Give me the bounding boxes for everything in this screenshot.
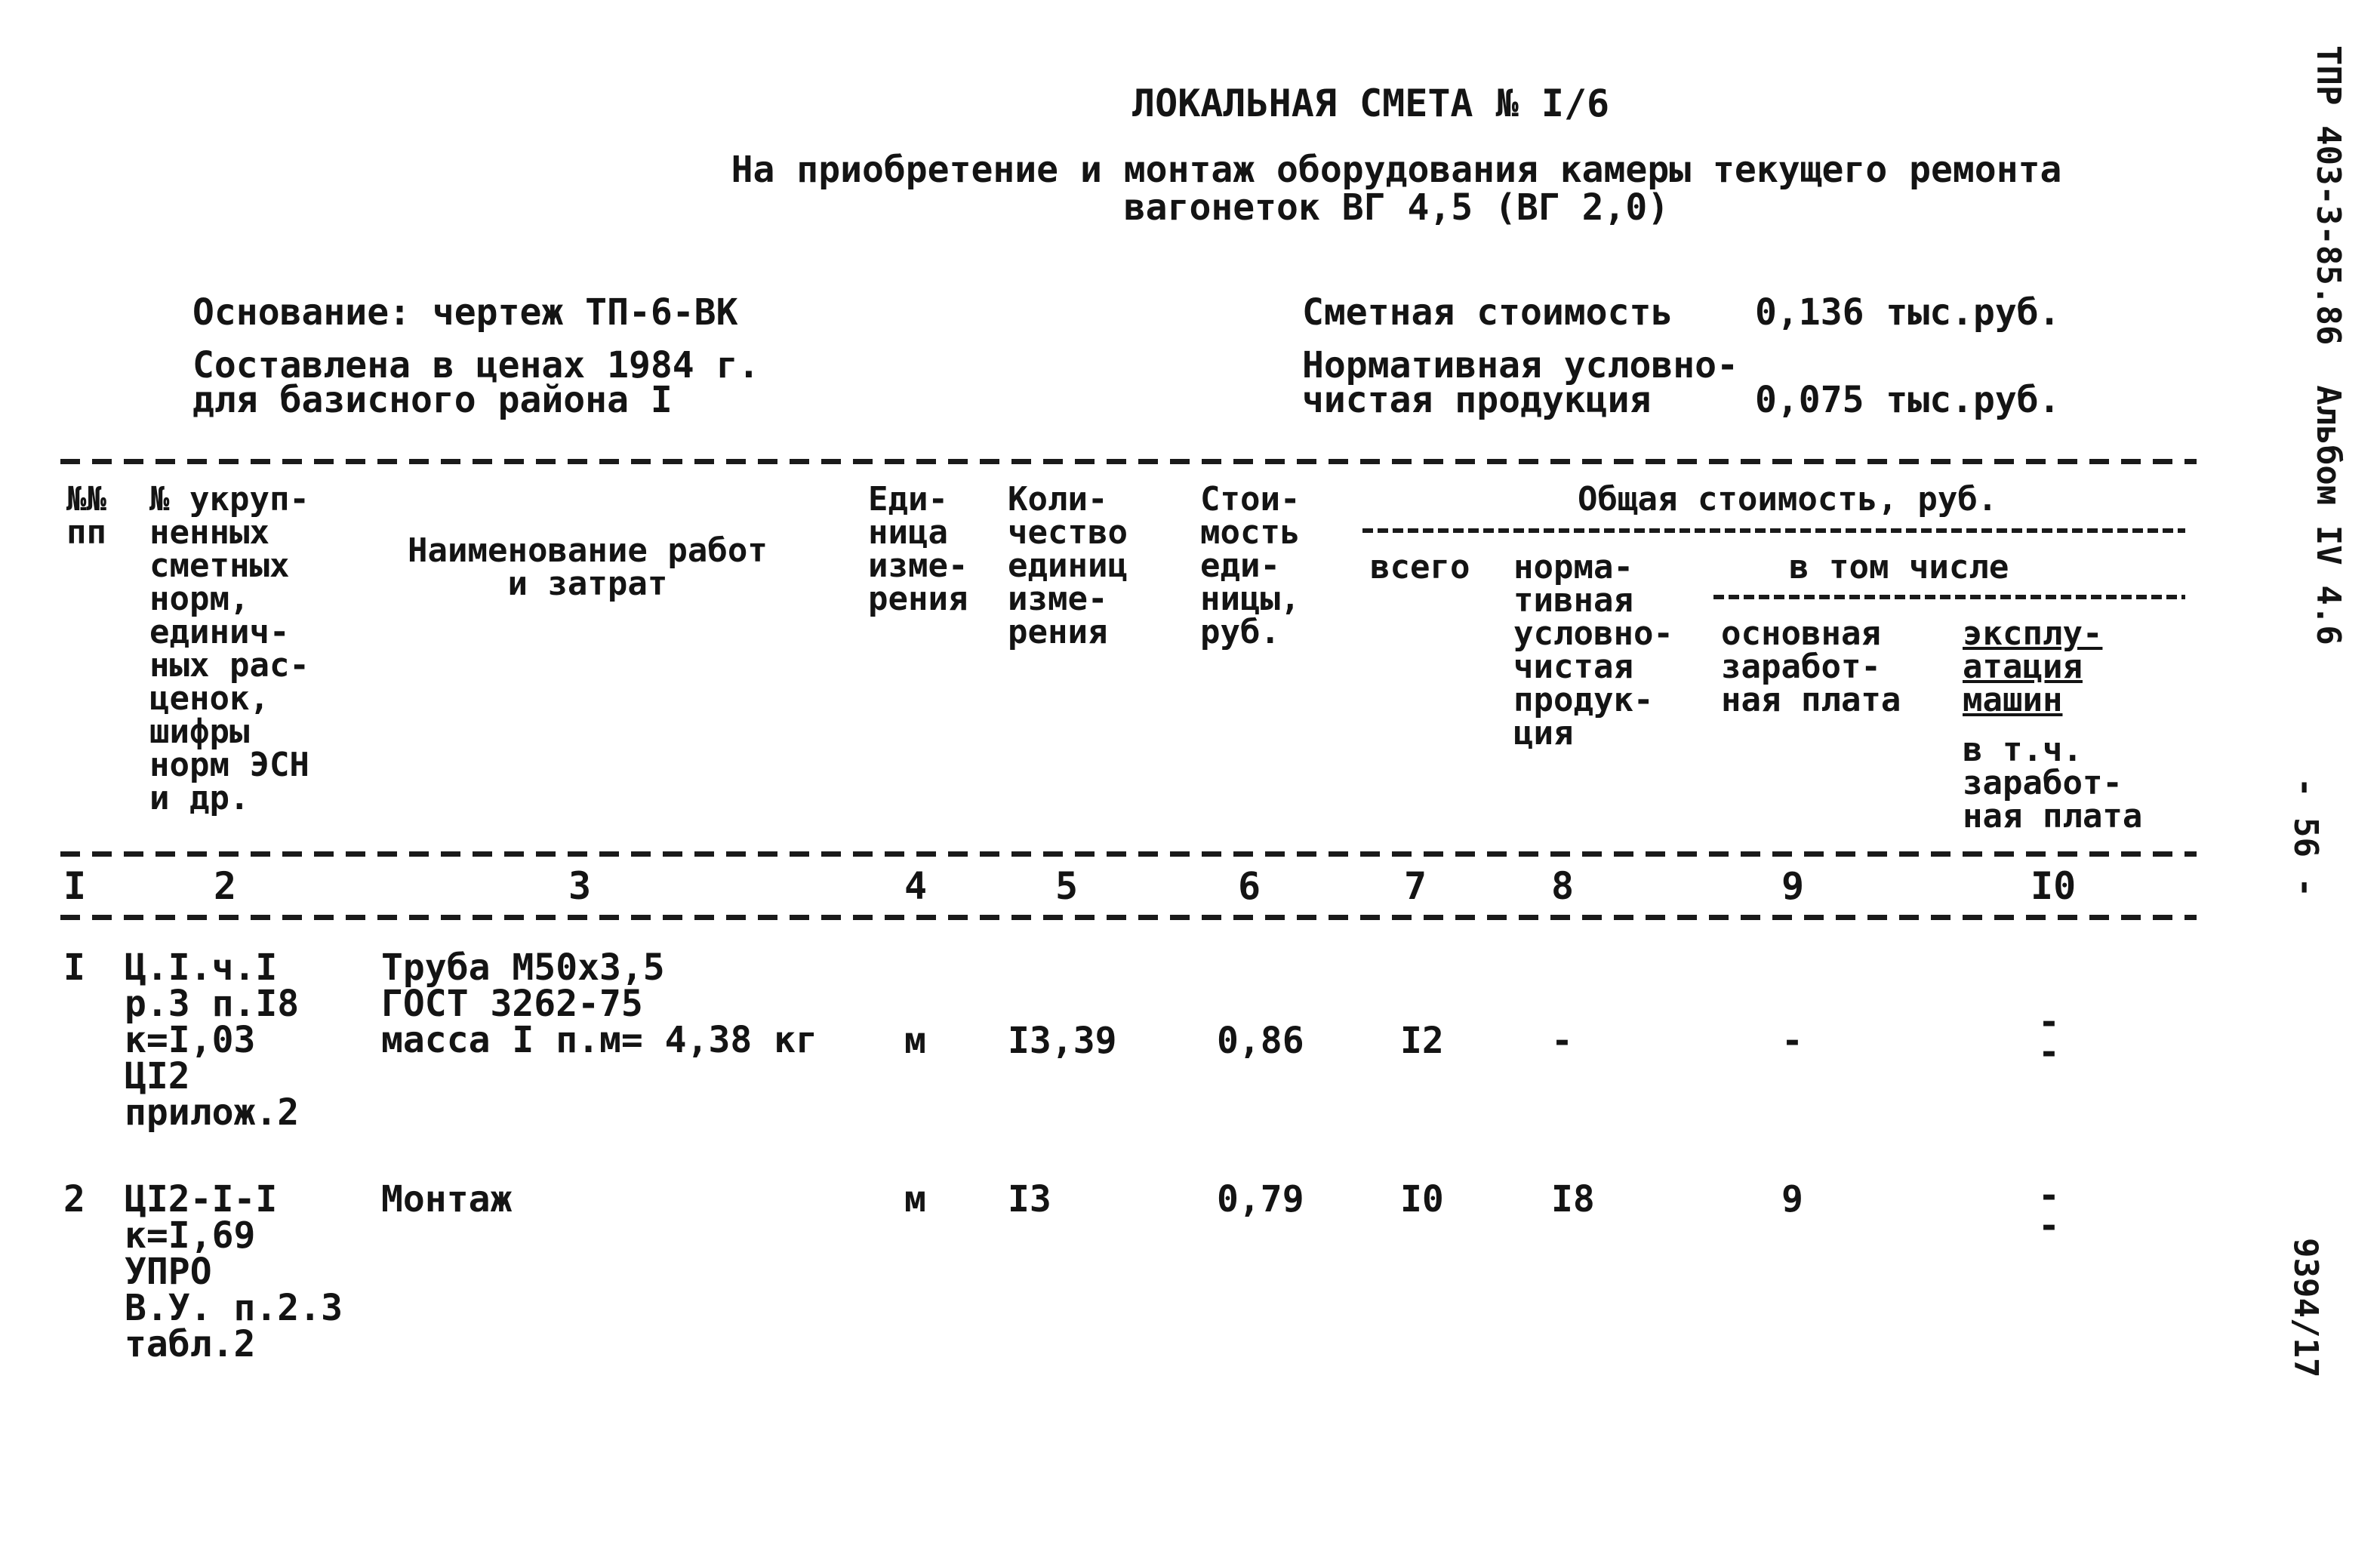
row-normative: - [1551, 1020, 1573, 1062]
header-total: всего [1370, 548, 1470, 586]
group-header-rule [1362, 528, 2185, 533]
header-including: в том числе [1789, 548, 2009, 586]
row-base-wage: 9 [1781, 1178, 1803, 1220]
row-machines-wage: - [2038, 1205, 2060, 1247]
row-unit-cost: 0,86 [1217, 1020, 1304, 1062]
row-work-name: Монтаж [381, 1178, 513, 1220]
row-total: I2 [1400, 1020, 1444, 1062]
row-total: I0 [1400, 1178, 1444, 1220]
side-page-number: - 56 - [2286, 777, 2325, 897]
incl-header-rule [1713, 595, 2185, 599]
row-quantity: I3,39 [1008, 1020, 1117, 1062]
column-number-6: 6 [1238, 864, 1261, 908]
row-machines: - [2038, 1174, 2060, 1217]
column-number-2: 2 [214, 864, 237, 908]
header-machines-wage: в т.ч. заработ- ная плата [1963, 731, 2143, 836]
table-top-rule [60, 459, 2197, 464]
column-number-5: 5 [1055, 864, 1079, 908]
column-number-8: 8 [1551, 864, 1575, 908]
row-quantity: I3 [1008, 1178, 1051, 1220]
column-number-3: 3 [568, 864, 592, 908]
row-work-name: Труба М50х3,5 ГОСТ 3262-75 масса I п.м= 4,38 кг [381, 946, 817, 1061]
basis-text: Основание: чертеж ТП-6-ВК [192, 291, 738, 334]
row-unit: м [904, 1178, 926, 1220]
document-subtitle-line2: вагонеток ВГ 4,5 (ВГ 2,0) [1123, 186, 1670, 229]
normative-value: 0,075 тыс.руб. [1755, 379, 2061, 421]
header-bottom-rule [60, 851, 2197, 857]
header-quantity: Коли- чество единиц изме- рения [1008, 480, 1128, 651]
row-norm-code: ЦI2-I-I к=I,69 УПРО В.У. п.2.3 табл.2 [125, 1178, 343, 1365]
document-title: ЛОКАЛЬНАЯ СМЕТА № I/6 [1132, 82, 1610, 125]
row-unit: м [904, 1020, 926, 1062]
column-number-10: I0 [2031, 864, 2077, 908]
row-machines: - [2038, 1001, 2060, 1043]
row-base-wage: - [1781, 1020, 1803, 1062]
row-norm-code: Ц.I.ч.I р.3 п.I8 к=I,03 ЦI2 прилож.2 [125, 946, 300, 1134]
side-annotation [2234, 45, 2380, 1517]
row-number: I [63, 946, 85, 989]
header-unit: Еди- ница изме- рения [868, 480, 968, 618]
header-base-wage: основная заработ- ная плата [1721, 614, 1901, 719]
header-normative: норма- тивная условно- чистая продук- ция [1513, 548, 1673, 753]
side-label: ТПР 403-3-85.86 Альбом IV 4.6 [2309, 45, 2348, 645]
column-number-1: I [63, 864, 87, 908]
cost-label: Сметная стоимость [1302, 291, 1673, 334]
prices-line2: для базисного района I [192, 379, 673, 421]
row-machines-wage: - [2038, 1031, 2060, 1073]
normative-label-line2: чистая продукция [1302, 379, 1652, 421]
normative-label-line1: Нормативная условно- [1302, 344, 1738, 386]
row-unit-cost: 0,79 [1217, 1178, 1304, 1220]
header-norm-code: № укруп- ненных сметных норм, единич- ных рас- ценок, шифры норм ЭСН и др. [149, 480, 309, 817]
column-number-4: 4 [904, 864, 928, 908]
row-number: 2 [63, 1178, 85, 1220]
column-number-7: 7 [1404, 864, 1427, 908]
side-code: 9394/17 [2286, 1238, 2325, 1378]
prices-line1: Составлена в ценах 1984 г. [192, 344, 760, 386]
column-numbers-rule [60, 915, 2197, 920]
column-number-9: 9 [1781, 864, 1805, 908]
header-unit-cost: Стои- мость еди- ницы, руб. [1200, 480, 1301, 651]
header-row-number: №№ пп [66, 480, 106, 552]
header-total-cost-group: Общая стоимость, руб. [1578, 480, 1998, 519]
row-normative: I8 [1551, 1178, 1595, 1220]
document-subtitle-line1: На приобретение и монтаж оборудования камеры текущего ремонта [731, 149, 2062, 191]
header-work-name: Наименование работ и затрат [408, 531, 768, 603]
header-machines: эксплу- атация машин [1963, 614, 2103, 719]
cost-value: 0,136 тыс.руб. [1755, 291, 2061, 334]
